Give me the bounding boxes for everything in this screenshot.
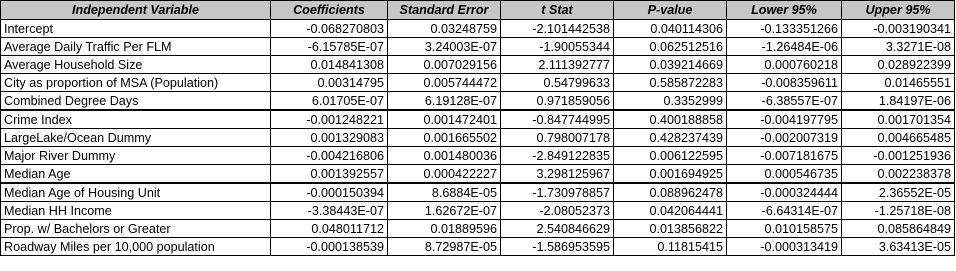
cell-lower-95: -0.002007319 [727, 129, 842, 147]
cell-standard-error: 1.62672E-07 [388, 202, 501, 220]
cell-standard-error: 8.72987E-05 [388, 238, 501, 256]
cell-t-stat: -1.586953595 [501, 238, 614, 256]
cell-t-stat: 3.298125967 [501, 165, 614, 184]
table-row [1, 165, 955, 184]
cell-lower-95: 0.000546735 [727, 165, 842, 184]
cell-upper-95: 2.36552E-05 [842, 183, 955, 202]
cell-coefficient: 0.048011712 [271, 220, 388, 238]
cell-variable-name: Average Daily Traffic Per FLM [1, 38, 271, 56]
table-row [1, 110, 955, 129]
cell-upper-95: -0.001251936 [842, 147, 955, 165]
cell-coefficient: -0.001248221 [271, 110, 388, 129]
cell-variable-name: Average Household Size [1, 56, 271, 74]
cell-p-value: 0.400188858 [614, 110, 727, 129]
cell-t-stat: -1.90055344 [501, 38, 614, 56]
cell-upper-95: 0.01465551 [842, 74, 955, 92]
cell-upper-95: 0.085864849 [842, 220, 955, 238]
cell-p-value: 0.585872283 [614, 74, 727, 92]
cell-lower-95: -0.008359611 [727, 74, 842, 92]
cell-p-value: 0.428237439 [614, 129, 727, 147]
cell-p-value: 0.039214669 [614, 56, 727, 74]
cell-standard-error: 8.6884E-05 [388, 183, 501, 202]
cell-upper-95: 3.63413E-05 [842, 238, 955, 256]
cell-lower-95: -6.38557E-07 [727, 92, 842, 111]
cell-upper-95: 0.028922399 [842, 56, 955, 74]
table-row [1, 74, 955, 92]
cell-standard-error: 0.000422227 [388, 165, 501, 184]
cell-coefficient: -0.000150394 [271, 183, 388, 202]
header-coefficients: Coefficients [271, 1, 388, 20]
cell-standard-error: 0.001472401 [388, 110, 501, 129]
table-row [1, 20, 955, 38]
table-row [1, 92, 955, 111]
cell-variable-name: Median Age [1, 165, 271, 184]
cell-p-value: 0.042064441 [614, 202, 727, 220]
table-row [1, 238, 955, 256]
cell-t-stat: 2.540846629 [501, 220, 614, 238]
cell-upper-95: -1.25718E-08 [842, 202, 955, 220]
cell-variable-name: Median HH Income [1, 202, 271, 220]
cell-lower-95: -0.007181675 [727, 147, 842, 165]
cell-p-value: 0.062512516 [614, 38, 727, 56]
cell-p-value: 0.006122595 [614, 147, 727, 165]
header-t-stat: t Stat [501, 1, 614, 20]
cell-coefficient: 0.001329083 [271, 129, 388, 147]
cell-variable-name: LargeLake/Ocean Dummy [1, 129, 271, 147]
table-row [1, 220, 955, 238]
header-upper-95: Upper 95% [842, 1, 955, 20]
cell-lower-95: -6.64314E-07 [727, 202, 842, 220]
cell-lower-95: -0.133351266 [727, 20, 842, 38]
cell-coefficient: -0.004216806 [271, 147, 388, 165]
cell-upper-95: 3.3271E-08 [842, 38, 955, 56]
cell-t-stat: -2.101442538 [501, 20, 614, 38]
cell-p-value: 0.013856822 [614, 220, 727, 238]
table-body [1, 20, 955, 256]
cell-upper-95: 0.002238378 [842, 165, 955, 184]
cell-upper-95: 1.84197E-06 [842, 92, 955, 111]
cell-t-stat: 0.798007178 [501, 129, 614, 147]
header-p-value: P-value [614, 1, 727, 20]
cell-standard-error: 3.24003E-07 [388, 38, 501, 56]
cell-variable-name: Major River Dummy [1, 147, 271, 165]
table-row [1, 147, 955, 165]
cell-coefficient: -3.38443E-07 [271, 202, 388, 220]
cell-upper-95: 0.004665485 [842, 129, 955, 147]
cell-t-stat: 0.971859056 [501, 92, 614, 111]
cell-variable-name: Median Age of Housing Unit [1, 183, 271, 202]
cell-variable-name: Prop. w/ Bachelors or Greater [1, 220, 271, 238]
cell-lower-95: -1.26484E-06 [727, 38, 842, 56]
cell-standard-error: 0.005744472 [388, 74, 501, 92]
cell-p-value: 0.3352999 [614, 92, 727, 111]
cell-standard-error: 6.19128E-07 [388, 92, 501, 111]
cell-variable-name: Roadway Miles per 10,000 population [1, 238, 271, 256]
cell-standard-error: 0.03248759 [388, 20, 501, 38]
cell-p-value: 0.040114306 [614, 20, 727, 38]
cell-standard-error: 0.007029156 [388, 56, 501, 74]
cell-p-value: 0.088962478 [614, 183, 727, 202]
table-row [1, 202, 955, 220]
table-row [1, 38, 955, 56]
cell-coefficient: -0.000138539 [271, 238, 388, 256]
header-independent-variable: Independent Variable [1, 1, 271, 20]
cell-upper-95: 0.001701354 [842, 110, 955, 129]
cell-variable-name: Crime Index [1, 110, 271, 129]
cell-p-value: 0.11815415 [614, 238, 727, 256]
table-row [1, 183, 955, 202]
cell-t-stat: -2.849122835 [501, 147, 614, 165]
cell-t-stat: 0.54799633 [501, 74, 614, 92]
cell-upper-95: -0.003190341 [842, 20, 955, 38]
cell-variable-name: City as proportion of MSA (Population) [1, 74, 271, 92]
cell-coefficient: -0.068270803 [271, 20, 388, 38]
cell-lower-95: -0.000324444 [727, 183, 842, 202]
header-lower-95: Lower 95% [727, 1, 842, 20]
cell-t-stat: -0.847744995 [501, 110, 614, 129]
header-standard-error: Standard Error [388, 1, 501, 20]
cell-coefficient: 0.001392557 [271, 165, 388, 184]
table-row [1, 129, 955, 147]
cell-t-stat: -2.08052373 [501, 202, 614, 220]
cell-standard-error: 0.001665502 [388, 129, 501, 147]
cell-t-stat: 2.111392777 [501, 56, 614, 74]
cell-lower-95: 0.010158575 [727, 220, 842, 238]
cell-standard-error: 0.001480036 [388, 147, 501, 165]
cell-variable-name: Combined Degree Days [1, 92, 271, 111]
cell-coefficient: 6.01705E-07 [271, 92, 388, 111]
cell-lower-95: -0.000313419 [727, 238, 842, 256]
cell-lower-95: -0.004197795 [727, 110, 842, 129]
cell-coefficient: -6.15785E-07 [271, 38, 388, 56]
cell-t-stat: -1.730978857 [501, 183, 614, 202]
cell-lower-95: 0.000760218 [727, 56, 842, 74]
cell-p-value: 0.001694925 [614, 165, 727, 184]
cell-coefficient: 0.014841308 [271, 56, 388, 74]
cell-coefficient: 0.00314795 [271, 74, 388, 92]
header-row [1, 1, 955, 20]
table-row [1, 56, 955, 74]
cell-standard-error: 0.01889596 [388, 220, 501, 238]
cell-variable-name: Intercept [1, 20, 271, 38]
